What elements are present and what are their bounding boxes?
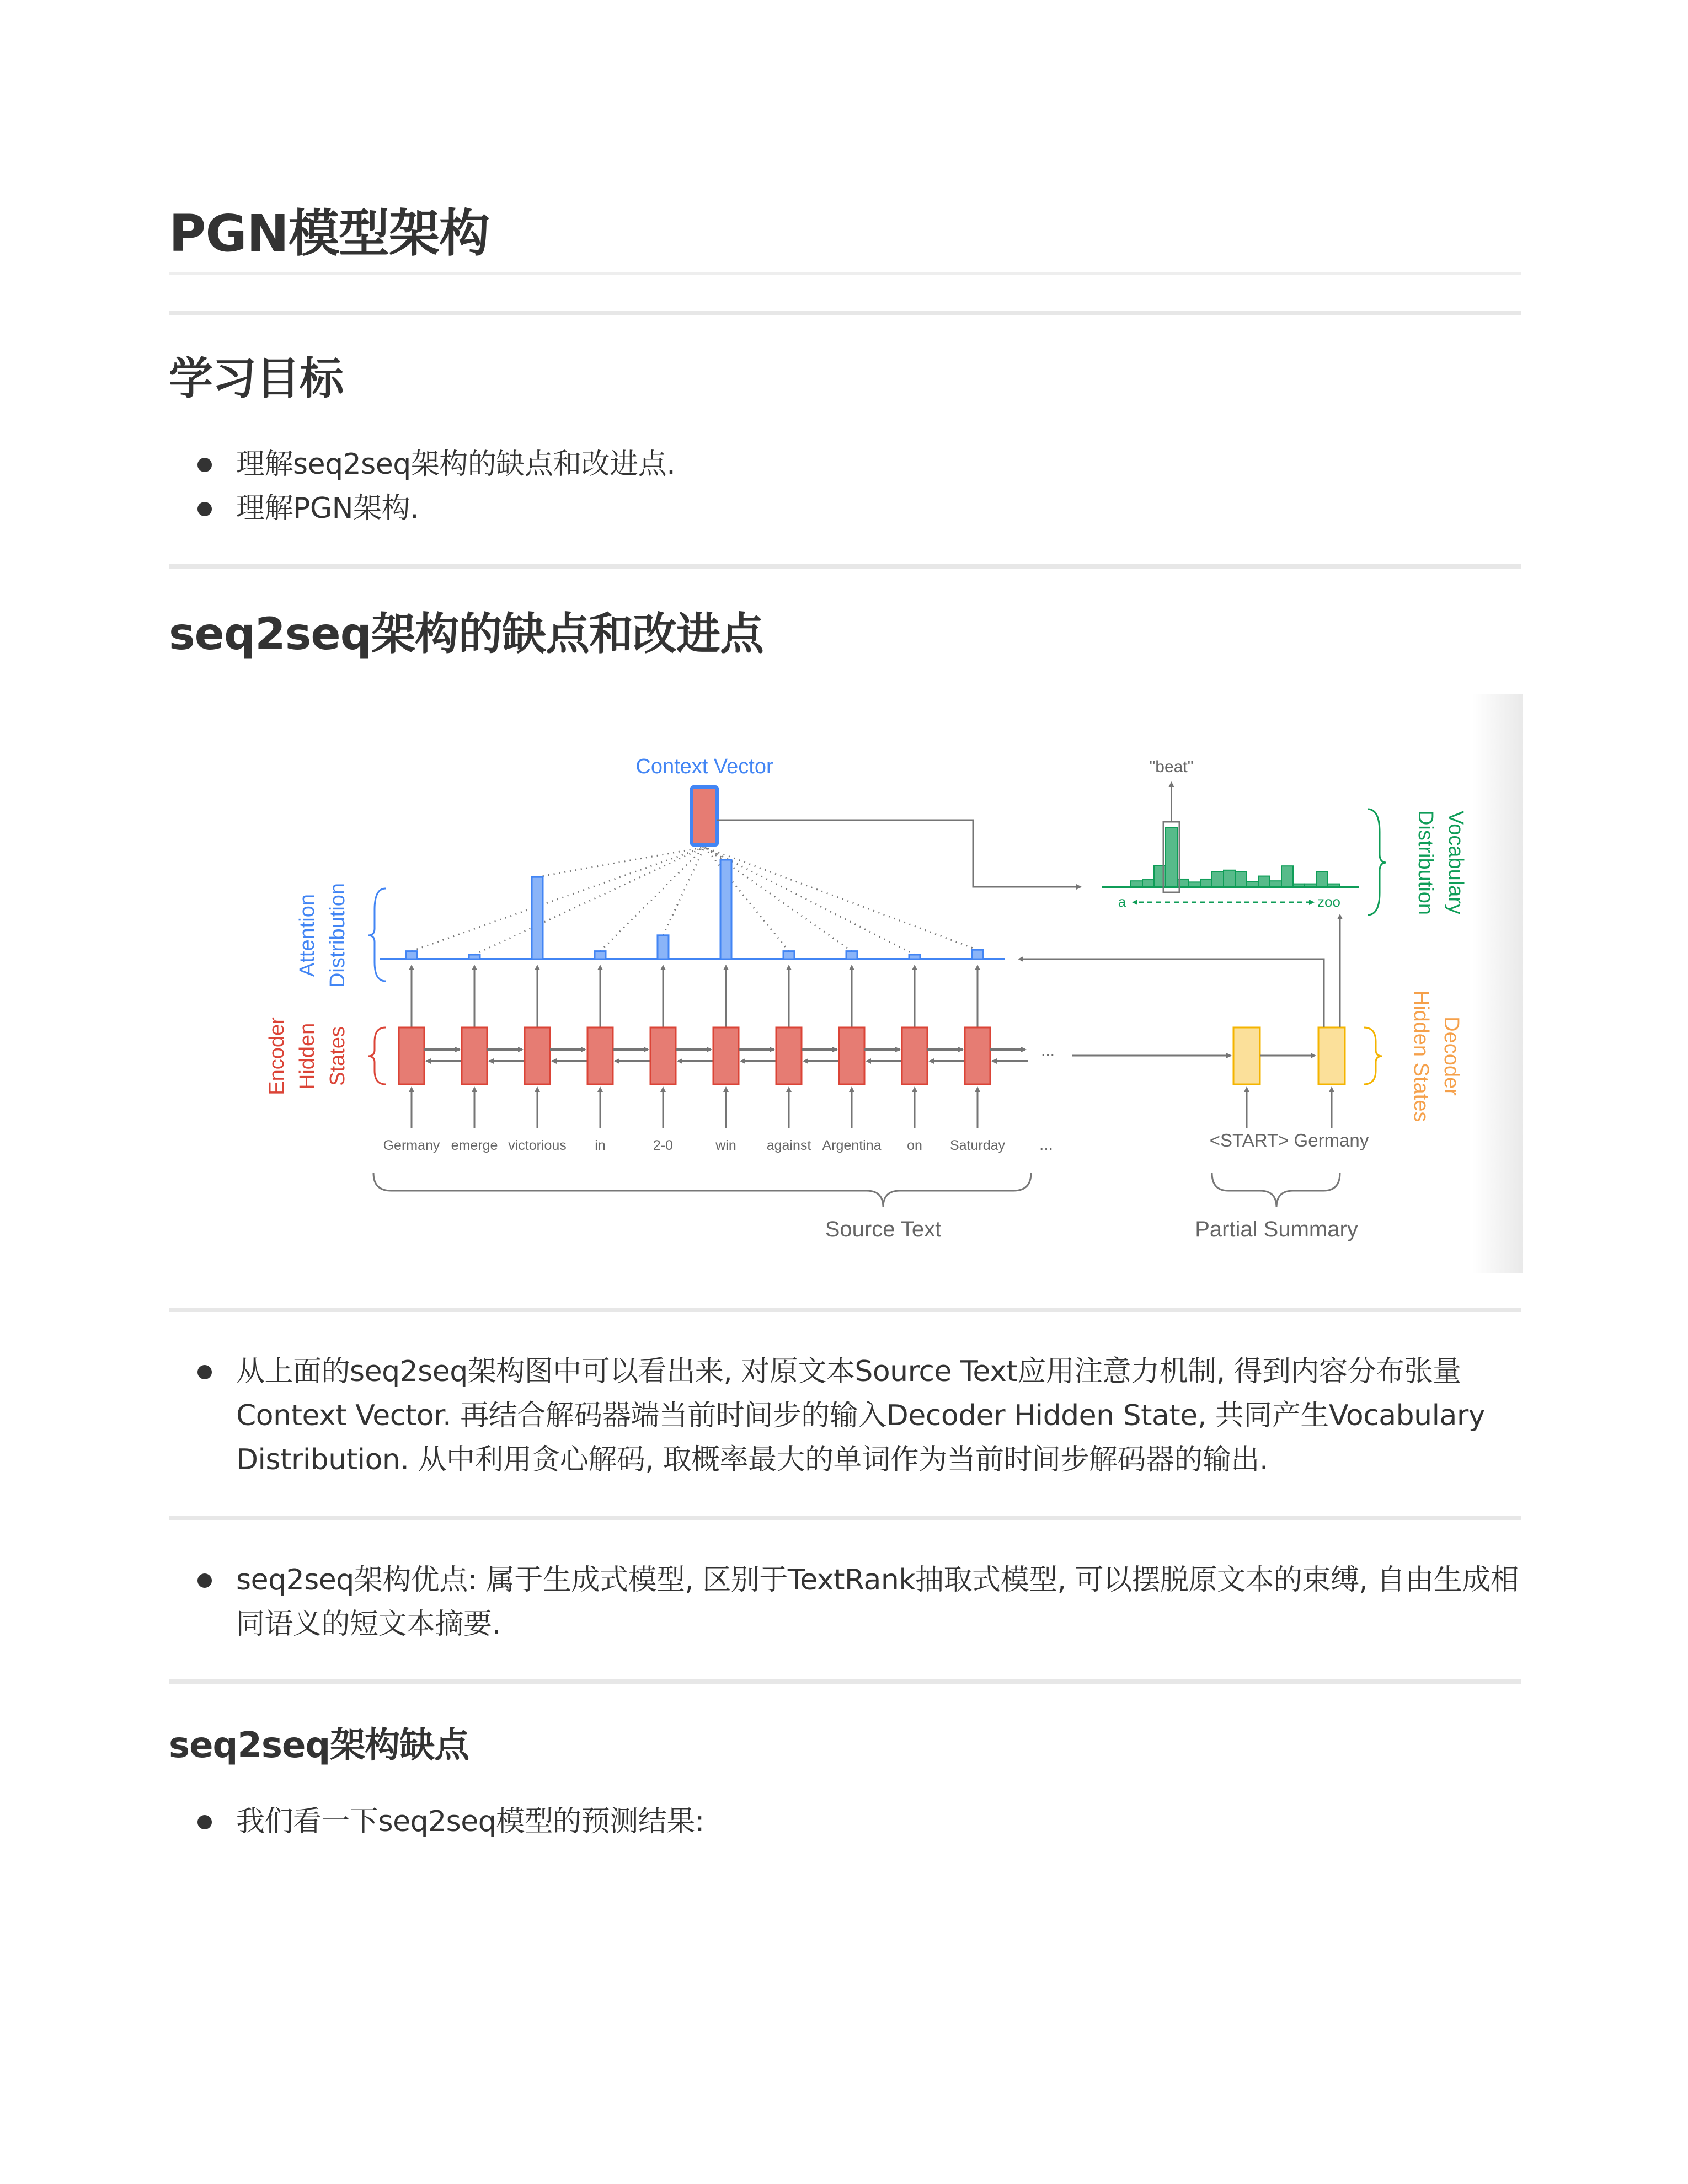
- source-text-label: Source Text: [825, 1217, 942, 1241]
- source-token: against: [766, 1138, 811, 1153]
- vocab-bar: [1247, 881, 1258, 887]
- attention-bar: [658, 935, 669, 959]
- output-word-label: "beat": [1149, 758, 1194, 776]
- attention-dotted-line: [474, 847, 704, 955]
- encoder-hidden-state: [902, 1027, 927, 1084]
- title-underline: [169, 272, 1521, 275]
- source-token: on: [907, 1138, 922, 1153]
- advantages-list: [169, 1558, 1521, 1646]
- context-to-vocab-arrow: [717, 820, 1081, 887]
- source-text-brace: [373, 1173, 1031, 1207]
- figure-edge-shadow: [1472, 694, 1523, 1273]
- vocab-bar: [1258, 876, 1270, 887]
- attention-bar: [469, 955, 480, 959]
- vocab-brace: [1368, 809, 1386, 915]
- attention-bar: [720, 860, 731, 959]
- divider: [169, 311, 1521, 315]
- list-item: 我们看一下seq2seq模型的预测结果:: [169, 1800, 1521, 1844]
- list-item: 理解seq2seq架构的缺点和改进点.: [169, 442, 1521, 486]
- attention-dotted-line: [663, 847, 704, 935]
- encoder-hidden-state: [713, 1027, 739, 1084]
- vocab-axis-end: zoo: [1317, 893, 1340, 910]
- attention-dotted-line: [600, 847, 704, 951]
- source-token: Argentina: [822, 1138, 882, 1153]
- source-token: 2-0: [653, 1138, 674, 1153]
- encoder-label: States: [326, 1026, 349, 1086]
- encoder-hidden-state: [399, 1027, 424, 1084]
- vocab-bar: [1316, 872, 1328, 887]
- vocab-axis-start: a: [1118, 893, 1126, 910]
- vocab-bar: [1235, 872, 1247, 887]
- vocab-bar: [1142, 880, 1154, 887]
- context-vector-label: Context Vector: [635, 755, 773, 778]
- explanation-list: [169, 1350, 1521, 1482]
- bullet-icon: [197, 502, 212, 516]
- decoder-label: Hidden States: [1409, 990, 1433, 1122]
- context-vector-box: [692, 787, 717, 845]
- list-item: seq2seq架构优点: 属于生成式模型, 区别于TextRank抽取式模型, 可以摆脱原文本的束缚, 自由生成相同语义的短文本摘要.: [169, 1558, 1521, 1646]
- divider: [169, 1308, 1521, 1312]
- attention-dotted-line: [704, 847, 789, 951]
- section-heading-drawbacks: seq2seq架构缺点: [169, 1725, 469, 1766]
- source-token: win: [715, 1138, 736, 1153]
- encoder-hidden-state: [839, 1027, 864, 1084]
- vocab-bar: [1305, 884, 1316, 887]
- attention-bar: [909, 955, 920, 959]
- bullet-icon: [197, 1365, 212, 1379]
- source-token: emerge: [451, 1138, 498, 1153]
- vocab-bar: [1166, 827, 1177, 887]
- attention-dotted-line: [704, 847, 977, 950]
- list-item: 从上面的seq2seq架构图中可以看出来, 对原文本Source Text应用注意力机制, 得到内容分布张量Context Vector. 再结合解码器端当前时间步的输入Decoder Hidden State, 共同产生Vocabulary Distribution. 从中利用贪心解码, 取概率最大的单词作为当前时间步解码器的输出.: [169, 1350, 1521, 1482]
- encoder-hidden-state: [525, 1027, 550, 1084]
- vocab-label: Distribution: [1414, 810, 1437, 916]
- decoder-label: Decoder: [1440, 1016, 1463, 1096]
- vocab-bar: [1131, 881, 1142, 887]
- encoder-brace: [368, 1027, 386, 1084]
- source-token: Saturday: [949, 1138, 1006, 1153]
- source-token: victorious: [508, 1138, 567, 1153]
- partial-summary-label: Partial Summary: [1195, 1217, 1358, 1241]
- section-heading-objectives: 学习目标: [169, 353, 343, 404]
- vocab-bar: [1270, 881, 1281, 887]
- bullet-icon: [197, 1573, 212, 1588]
- vocab-bar: [1328, 884, 1339, 887]
- encoder-hidden-state: [462, 1027, 487, 1084]
- decoder-brace: [1364, 1027, 1382, 1084]
- list-item: 理解PGN架构.: [169, 486, 1521, 531]
- attention-bar: [783, 951, 794, 959]
- vocab-bar: [1212, 872, 1224, 887]
- diagram-svg: [170, 694, 1523, 1273]
- attention-bar: [406, 951, 417, 959]
- encoder-hidden-state: [965, 1027, 990, 1084]
- summary-tokens: <START> Germany: [1209, 1130, 1369, 1150]
- attention-label: Distribution: [326, 882, 349, 988]
- vocab-bar: [1293, 884, 1305, 887]
- divider: [169, 1679, 1521, 1684]
- objectives-list: [169, 442, 1521, 531]
- encoder-hidden-state: [650, 1027, 676, 1084]
- encoder-label: Hidden: [296, 1023, 319, 1090]
- partial-summary-brace: [1212, 1173, 1340, 1207]
- divider: [169, 1516, 1521, 1520]
- source-token: Germany: [383, 1138, 440, 1153]
- divider: [169, 564, 1521, 569]
- drawbacks-list: [169, 1800, 1521, 1844]
- attention-dotted-line: [704, 847, 915, 955]
- vocab-label: Vocabulary: [1444, 810, 1467, 915]
- encoder-hidden-state: [776, 1027, 802, 1084]
- attention-dotted-line: [537, 847, 704, 877]
- vocab-bar: [1189, 882, 1200, 887]
- decoder-hidden-state: [1318, 1027, 1345, 1084]
- attention-bar: [972, 950, 983, 959]
- bullet-icon: [197, 1815, 212, 1829]
- vocab-bar: [1200, 879, 1212, 887]
- vocab-bar: [1281, 866, 1293, 887]
- attention-label: Attention: [296, 894, 319, 977]
- encoder-label: Encoder: [265, 1017, 289, 1095]
- source-token: in: [595, 1138, 606, 1153]
- attention-bar: [846, 951, 857, 959]
- section-heading-seq2seq: seq2seq架构的缺点和改进点: [169, 608, 763, 660]
- vocab-bar: [1224, 870, 1235, 887]
- decoder-hidden-state: [1233, 1027, 1260, 1084]
- source-token-ellipsis: ...: [1039, 1136, 1054, 1154]
- attention-bar: [595, 951, 606, 959]
- bullet-icon: [197, 458, 212, 472]
- ellipsis: ...: [1041, 1042, 1055, 1060]
- page-title: PGN模型架构: [169, 204, 489, 263]
- decoder-to-attention-arrow: [1019, 959, 1324, 1027]
- seq2seq-attention-diagram: [170, 694, 1523, 1273]
- attention-brace: [368, 888, 386, 981]
- encoder-hidden-state: [587, 1027, 613, 1084]
- attention-bar: [532, 877, 543, 959]
